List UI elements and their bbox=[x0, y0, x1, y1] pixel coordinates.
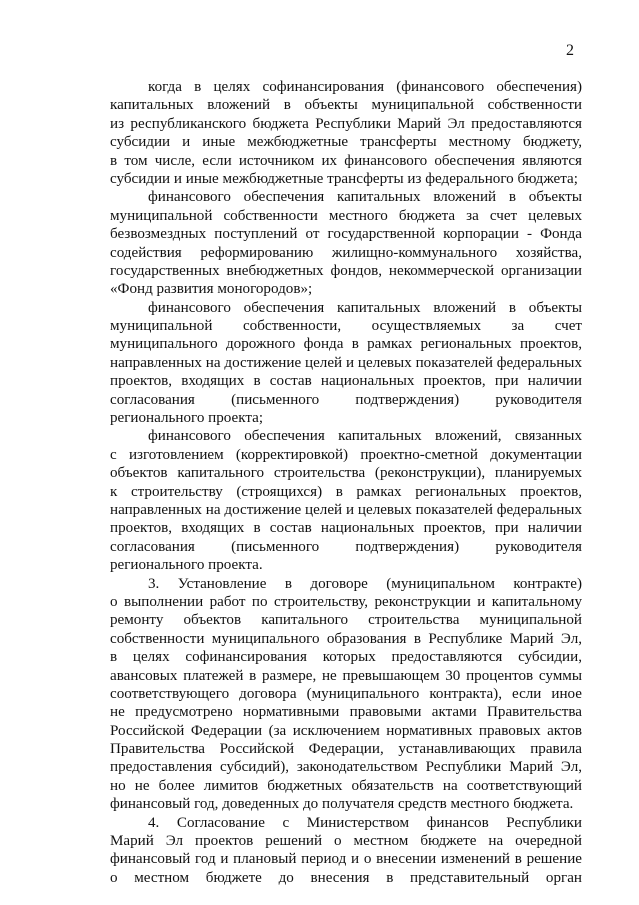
text-line: 3. Установление в договоре (муниципальном контракте) bbox=[148, 575, 582, 592]
text-line: ремонту объектов капитального строительства муниципальной bbox=[110, 612, 582, 629]
text-line: регионального проекта. bbox=[110, 557, 263, 574]
text-line: муниципальной собственности местного бюджета за счет целевых bbox=[110, 207, 582, 224]
text-line: регионального проекта; bbox=[110, 410, 264, 427]
text-line: о местном бюджете до внесения в представительный орган bbox=[110, 869, 582, 886]
text-line: безвозмездных поступлений от государственной корпорации - Фонда bbox=[110, 226, 582, 243]
text-line: направленных на достижение целей и целевых показателей федеральных bbox=[110, 501, 582, 518]
text-line: не предусмотрено нормативными правовыми актами Правительства bbox=[110, 704, 582, 721]
text-line: Марий Эл проектов решений о местном бюджете на очередной bbox=[110, 833, 582, 850]
text-line: проектов, входящих в состав национальных проектов, при наличии bbox=[110, 373, 582, 390]
text-line: финансового обеспечения капитальных вложений в объекты bbox=[148, 189, 582, 206]
text-line: из республиканского бюджета Республики Марий Эл предоставляются bbox=[110, 115, 582, 132]
text-line: предоставления субсидий), законодательством Республики Марий Эл, bbox=[110, 759, 582, 776]
text-line: капитальных вложений в объекты муниципальной собственности bbox=[110, 97, 582, 114]
text-line: субсидии и иные межбюджетные трансферты из федерального бюджета; bbox=[110, 170, 578, 187]
text-line: собственности муниципального образования в Республике Марий Эл, bbox=[110, 630, 582, 647]
text-line: государственных внебюджетных фондов, некоммерческой организации bbox=[110, 262, 582, 279]
text-line: субсидии и иные межбюджетные трансферты местному бюджету, bbox=[110, 134, 582, 151]
document-body bbox=[110, 78, 582, 887]
text-line: объектов капитального строительства (реконструкции), планируемых bbox=[110, 465, 582, 482]
text-line: проектов, входящих в состав национальных проектов, при наличии bbox=[110, 520, 582, 537]
text-line: к строительству (строящихся) в рамках региональных проектов, bbox=[110, 483, 582, 500]
text-line: соответствующего договора (муниципального контракта), если иное bbox=[110, 685, 582, 702]
text-line: направленных на достижение целей и целевых показателей федеральных bbox=[110, 354, 582, 371]
text-line: 4. Согласование с Министерством финансов Республики bbox=[148, 814, 582, 831]
text-line: финансового обеспечения капитальных вложений в объекты bbox=[148, 299, 582, 316]
text-line: «Фонд развития моногородов»; bbox=[110, 281, 313, 298]
text-line: но не более лимитов бюджетных обязательств на соответствующий bbox=[110, 777, 582, 794]
text-line: с изготовлением (корректировкой) проектно-сметной документации bbox=[110, 446, 582, 463]
text-line: муниципальной собственности, осуществляемых за счет bbox=[110, 318, 582, 335]
text-line: когда в целях софинансирования (финансового обеспечения) bbox=[148, 79, 582, 95]
text-line: Правительства Российской Федерации, устанавливающих правила bbox=[110, 741, 582, 758]
text-line: финансового обеспечения капитальных вложений, связанных bbox=[148, 428, 582, 445]
text-line: в том числе, если источником их финансового обеспечения являются bbox=[110, 152, 582, 169]
text-line: муниципального дорожного фонда в рамках региональных проектов, bbox=[110, 336, 582, 353]
text-line: финансовый год и плановый период и о внесении изменений в решение bbox=[110, 851, 582, 868]
page-number: 2 bbox=[566, 42, 574, 59]
text-line: финансовый год, доведенных до получателя средств местного бюджета. bbox=[110, 796, 574, 813]
text-line: содействия реформированию жилищно-коммунального хозяйства, bbox=[110, 244, 582, 261]
text-line: о выполнении работ по строительству, реконструкции и капитальному bbox=[110, 593, 582, 610]
text-line: согласования (письменного подтверждения) руководителя bbox=[110, 391, 582, 408]
text-line: согласования (письменного подтверждения) руководителя bbox=[110, 538, 582, 555]
text-line: в целях софинансирования которых предоставляются субсидии, bbox=[110, 649, 582, 666]
text-line: Российской Федерации (за исключением нормативных правовых актов bbox=[110, 722, 582, 739]
text-line: авансовых платежей в размере, не превышающем 30 процентов суммы bbox=[110, 667, 582, 684]
